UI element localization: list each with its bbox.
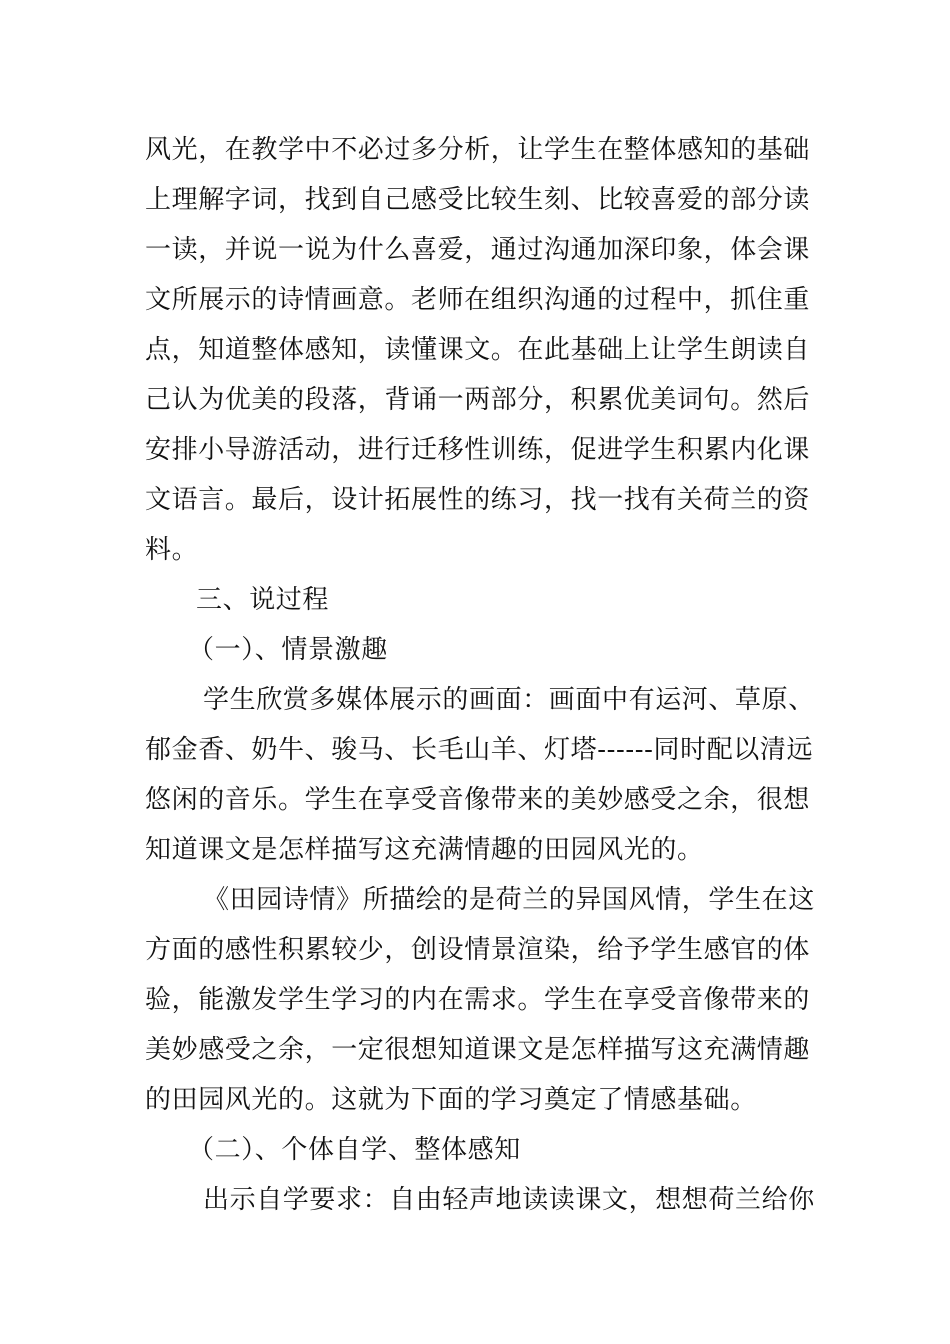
paragraph-line: 文所展示的诗情画意。老师在组织沟通的过程中，抓住重	[145, 285, 811, 315]
paragraph-line: 《田园诗情》所描绘的是荷兰的异国风情，学生在这	[203, 885, 815, 915]
paragraph-line: 一读，并说一说为什么喜爱，通过沟通加深印象，体会课	[145, 235, 811, 265]
paragraph-line: 学生欣赏多媒体展示的画面：画面中有运河、草原、	[203, 685, 815, 715]
paragraph-line: 文语言。最后，设计拓展性的练习，找一找有关荷兰的资	[145, 485, 811, 515]
paragraph-line: 知道课文是怎样描写这充满情趣的田园风光的。	[145, 835, 704, 865]
paragraph-line: 料。	[145, 535, 199, 565]
paragraph-line: 出示自学要求：自由轻声地读读课文，想想荷兰给你	[203, 1185, 815, 1215]
paragraph-line: 点，知道整体感知，读懂课文。在此基础上让学生朗读自	[145, 335, 811, 365]
section-heading: 三、说过程	[196, 585, 330, 615]
paragraph-line: 郁金香、奶牛、骏马、长毛山羊、灯塔------同时配以清远	[145, 735, 814, 765]
paragraph-line: 己认为优美的段落，背诵一两部分，积累优美词句。然后	[145, 385, 811, 415]
paragraph-line: 悠闲的音乐。学生在享受音像带来的美妙感受之余，很想	[145, 785, 811, 815]
subsection-heading: （二）、个体自学、整体感知	[188, 1135, 521, 1165]
paragraph-line: 的田园风光的。这就为下面的学习奠定了情感基础。	[145, 1085, 757, 1115]
paragraph-line: 上理解字词，找到自己感受比较生刻、比较喜爱的部分读	[145, 185, 811, 215]
paragraph-line: 风光，在教学中不必过多分析，让学生在整体感知的基础	[145, 135, 811, 165]
paragraph-line: 验，能激发学生学习的内在需求。学生在享受音像带来的	[145, 985, 811, 1015]
paragraph-line: 安排小导游活动，进行迁移性训练，促进学生积累内化课	[145, 435, 811, 465]
subsection-heading: （一）、情景激趣	[188, 635, 388, 665]
paragraph-line: 美妙感受之余，一定很想知道课文是怎样描写这充满情趣	[145, 1035, 811, 1065]
paragraph-line: 方面的感性积累较少，创设情景渲染，给予学生感官的体	[145, 935, 811, 965]
